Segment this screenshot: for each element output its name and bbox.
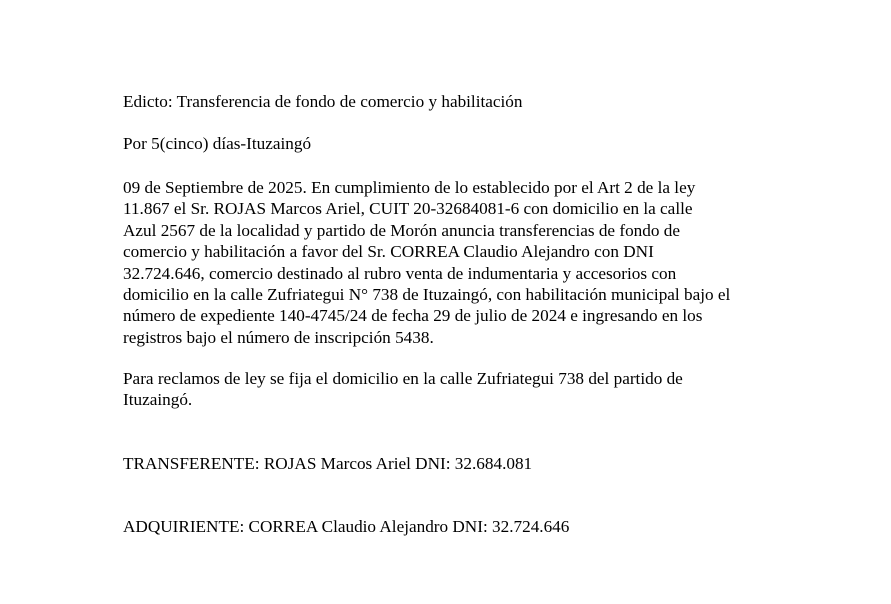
edict-body-paragraph: 09 de Septiembre de 2025. En cumplimiento de lo establecido por el Art 2 de la ley 11.867 el Sr. ROJAS Marcos Ariel, CUIT 20-32684081-6 con domicilio en la calle Azul 2567 de la localidad y partido de Morón anuncia transferencias de fondo de comercio y habilitación a favor del Sr. CORREA Claudio Alejandro con DNI 32.724.646, comercio destinado al rubro venta de indumentaria y accesorios con domicilio en la calle Zufriategui N° 738 de Ituzaingó, con habilitación municipal bajo el número de expediente 140-4745/24 de fecha 29 de julio de 2024 e ingresando en los registros bajo el número de inscripción 5438. <box>123 178 731 347</box>
claims-address-paragraph: Para reclamos de ley se fija el domicilio en la calle Zufriategui 738 del partido de Ituzaingó. <box>123 369 683 410</box>
acquirer-line: ADQUIRIENTE: CORREA Claudio Alejandro DNI: 32.724.646 <box>123 517 570 536</box>
edict-title: Edicto: Transferencia de fondo de comercio y habilitación <box>123 92 523 111</box>
transferor-line: TRANSFERENTE: ROJAS Marcos Ariel DNI: 32.684.081 <box>123 454 533 473</box>
publication-period: Por 5(cinco) días-Ituzaingó <box>123 134 312 153</box>
